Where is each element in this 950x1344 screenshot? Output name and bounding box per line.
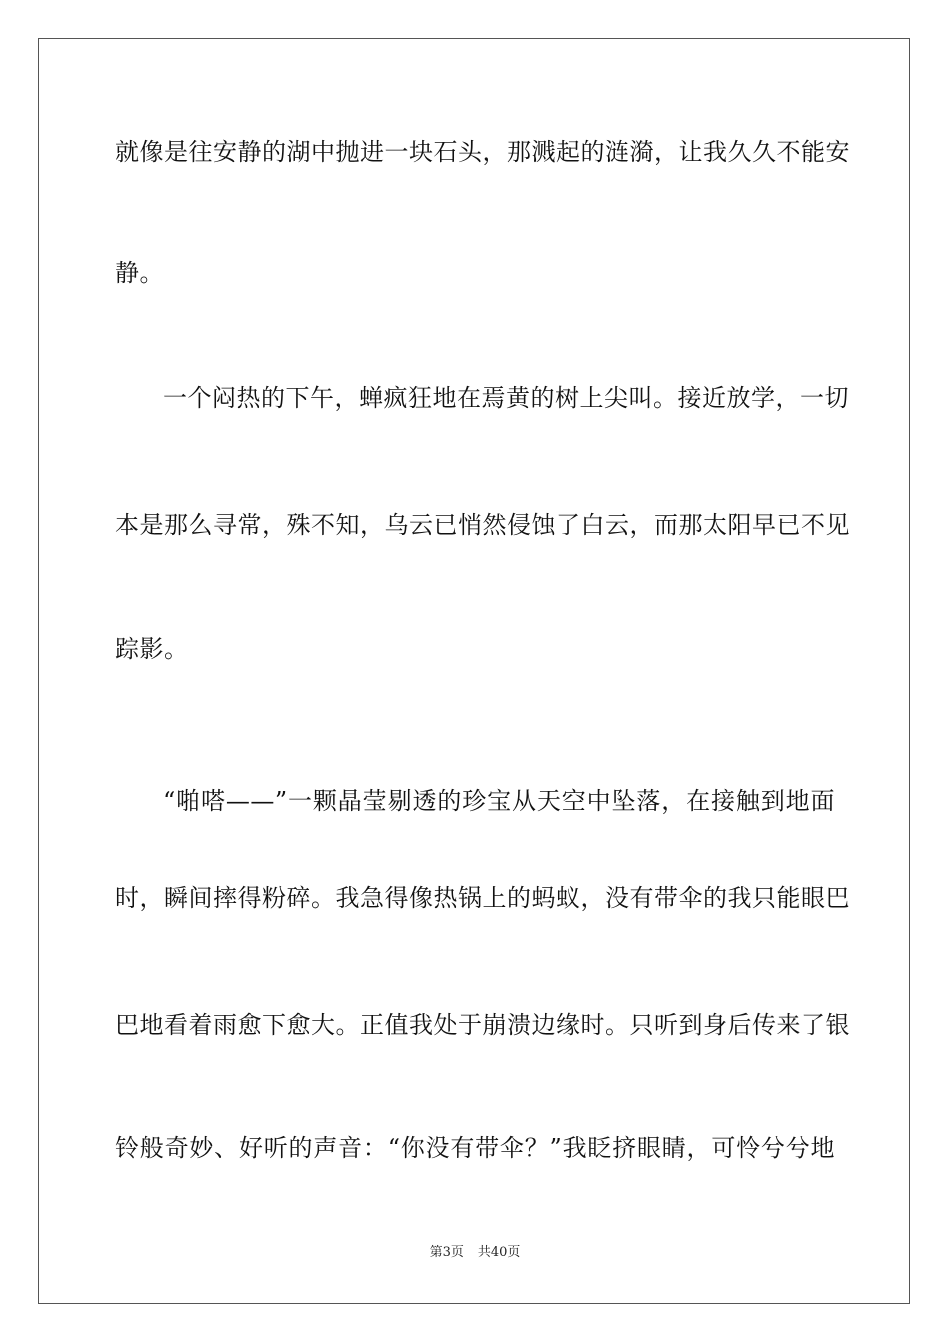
paragraph-1-line-1: 就像是往安静的湖中抛进一块石头，那溅起的涟漪，让我久久不能安 xyxy=(115,138,850,166)
paragraph-3-line-1: “啪嗒——”一颗晶莹剔透的珍宝从天空中坠落，在接触到地面 xyxy=(163,787,835,815)
paragraph-2-line-2: 本是那么寻常，殊不知，乌云已悄然侵蚀了白云，而那太阳早已不见 xyxy=(115,511,850,539)
page-footer xyxy=(0,1244,950,1262)
paragraph-1-line-2: 静。 xyxy=(115,259,164,287)
page-border xyxy=(38,38,910,1304)
total-pages: 共40页 xyxy=(477,1245,521,1260)
paragraph-3-line-2: 时，瞬间摔得粉碎。我急得像热锅上的蚂蚁，没有带伞的我只能眼巴 xyxy=(115,884,850,912)
paragraph-3-line-4: 铃般奇妙、好听的声音：“你没有带伞？”我眨挤眼睛，可怜兮兮地 xyxy=(115,1134,835,1162)
paragraph-2-line-1: 一个闷热的下午，蝉疯狂地在焉黄的树上尖叫。接近放学，一切 xyxy=(163,384,849,412)
paragraph-2-line-3: 踪影。 xyxy=(115,635,189,663)
page-number: 第3页 xyxy=(429,1245,464,1260)
paragraph-3-line-3: 巴地看着雨愈下愈大。正值我处于崩溃边缘时。只听到身后传来了银 xyxy=(115,1011,850,1039)
